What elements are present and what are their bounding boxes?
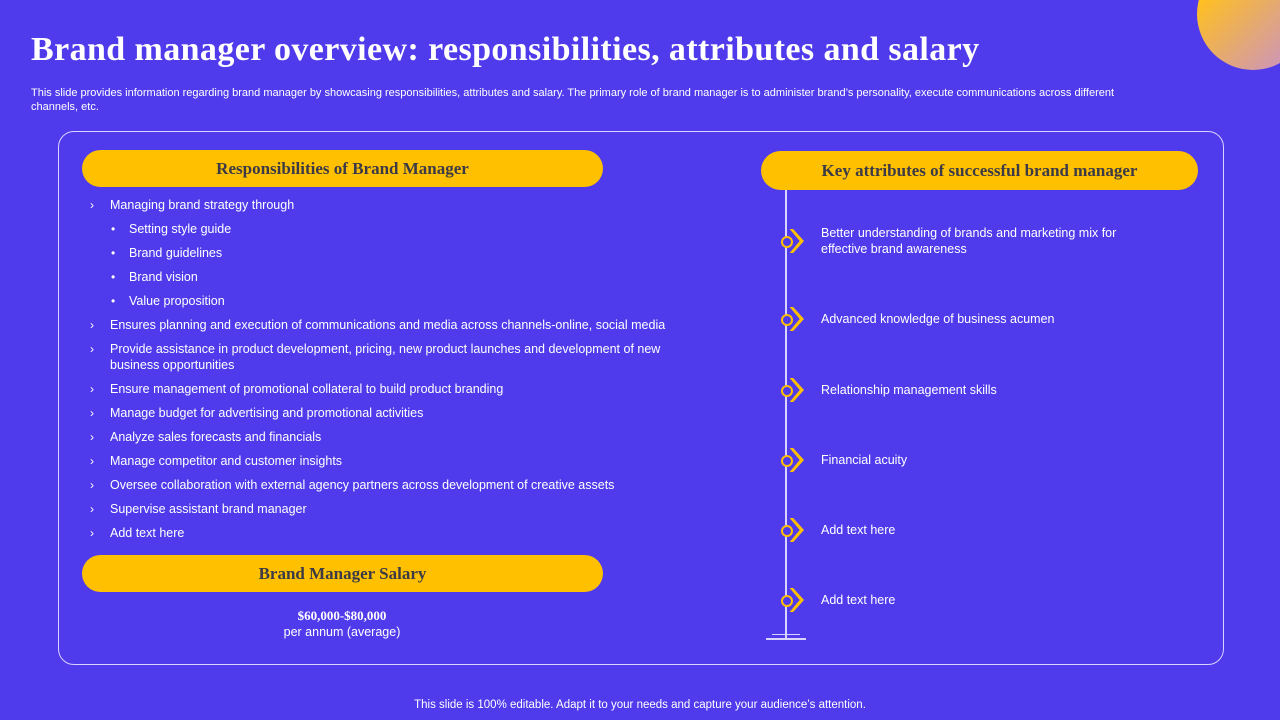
footer-note: This slide is 100% editable. Adapt it to your needs and capture your audience’s attention. [414, 699, 866, 711]
list-item [88, 501, 708, 517]
bullet-icon: • [111, 222, 116, 236]
list-item-text: Value proposition [129, 294, 225, 308]
attribute-item: Add text here [821, 593, 896, 607]
timeline-line [785, 190, 787, 638]
attribute-item: Financial acuity [821, 453, 908, 467]
chevron-right-icon: › [90, 502, 94, 516]
list-item-text: Brand vision [129, 270, 198, 284]
timeline-node-icon [780, 229, 804, 253]
attributes-heading: Key attributes of successful brand manager [761, 151, 1198, 190]
bullet-icon: • [111, 294, 116, 308]
attribute-item: Relationship management skills [821, 383, 997, 397]
chevron-right-icon: › [90, 198, 94, 212]
list-item [88, 221, 708, 237]
list-item [88, 429, 708, 445]
salary-amount: $60,000-$80,000 [297, 608, 387, 623]
salary-heading: Brand Manager Salary [82, 555, 603, 592]
responsibilities-heading: Responsibilities of Brand Manager [82, 150, 603, 187]
list-item [88, 269, 708, 285]
list-item-text: Managing brand strategy through [110, 198, 295, 212]
chevron-right-icon: › [90, 478, 94, 492]
list-item [88, 197, 708, 213]
list-item-text: Manage budget for advertising and promotional activities [110, 406, 424, 420]
list-item [88, 453, 708, 469]
chevron-right-icon: › [90, 406, 94, 420]
list-item [88, 405, 708, 421]
salary-note: per annum (average) [283, 625, 401, 639]
list-item-text: Brand guidelines [129, 246, 223, 260]
responsibilities-list [88, 197, 708, 549]
list-item-text: Setting style guide [129, 222, 232, 236]
list-item [88, 293, 708, 309]
list-item-text: Supervise assistant brand manager [110, 502, 307, 516]
list-item-text: Manage competitor and customer insights [110, 454, 343, 468]
attribute-item: Better understanding of brands and marketing mix for effective brand awareness [821, 226, 1117, 256]
chevron-right-icon: › [90, 454, 94, 468]
list-item [88, 245, 708, 261]
list-item [88, 317, 708, 333]
timeline-base [766, 638, 806, 640]
list-item [88, 525, 708, 541]
timeline-node-icon [780, 448, 804, 472]
timeline-node-icon [780, 378, 804, 402]
list-item-text: Ensure management of promotional collateral to build product branding [110, 382, 504, 396]
bullet-icon: • [111, 270, 116, 284]
attribute-item: Add text here [821, 523, 896, 537]
timeline-node-icon [780, 518, 804, 542]
chevron-right-icon: › [90, 382, 94, 396]
list-item-text: Ensures planning and execution of communications and media across channels-online, social media [110, 318, 666, 332]
list-item-text: Analyze sales forecasts and financials [110, 430, 322, 444]
page-title: Brand manager overview: responsibilities, attributes and salary [31, 31, 980, 68]
chevron-right-icon: › [90, 526, 94, 540]
decorative-corner-circle [1197, 0, 1280, 70]
list-item-text: Oversee collaboration with external agency partners across development of creative assets [110, 478, 615, 492]
bullet-icon: • [111, 246, 116, 260]
timeline-node-icon [780, 307, 804, 331]
timeline-node-icon [780, 588, 804, 612]
list-item [88, 477, 708, 493]
chevron-right-icon: › [90, 318, 94, 332]
chevron-right-icon: › [90, 342, 94, 356]
list-item-text: Provide assistance in product development, pricing, new product launches and development of new business opportunities [110, 342, 661, 372]
chevron-right-icon: › [90, 430, 94, 444]
timeline-base-top [772, 634, 800, 635]
list-item-text: Add text here [110, 526, 185, 540]
page-subtitle: This slide provides information regarding brand manager by showcasing responsibilities, attributes and salary. The primary role of brand manager is to administer brand’s personality, execute communications across different channels, etc. [31, 87, 1115, 113]
list-item [88, 341, 708, 373]
attribute-item: Advanced knowledge of business acumen [821, 312, 1055, 326]
list-item [88, 381, 708, 397]
